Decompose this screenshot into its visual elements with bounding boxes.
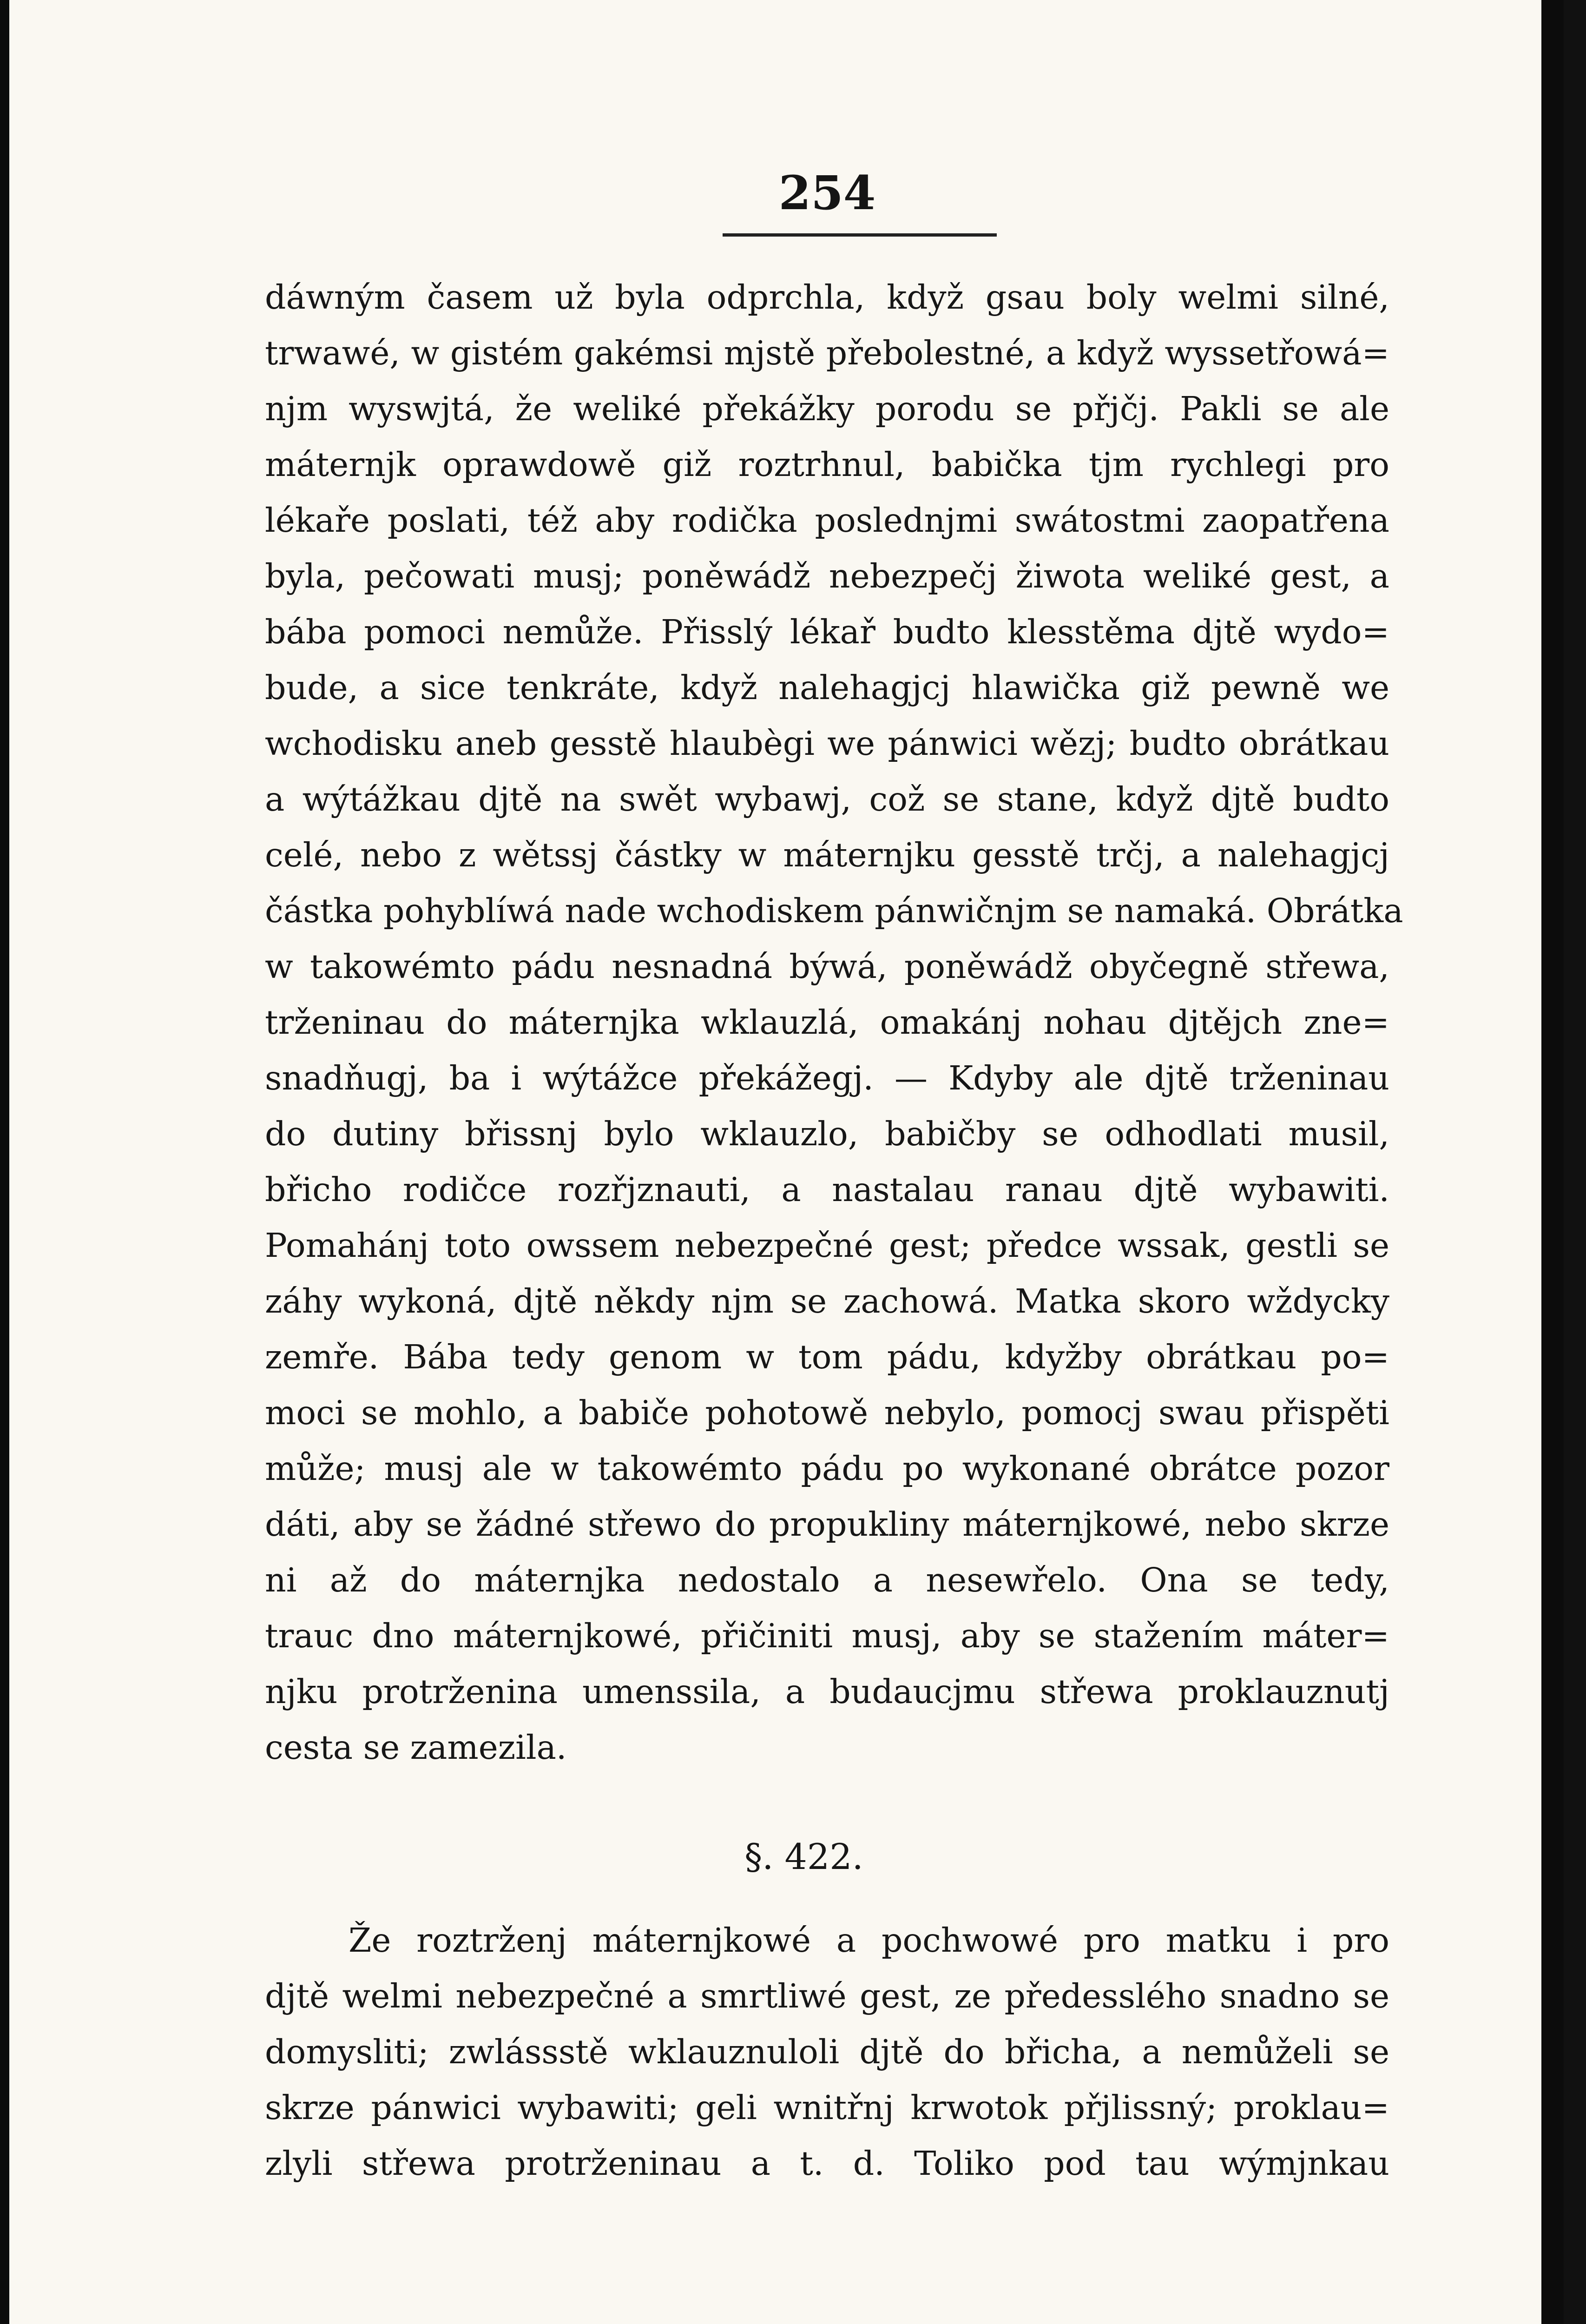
text-line: bude, a sice tenkráte, když nalehagjcj hlawička giž pewně we [265, 668, 1389, 707]
paragraph-1 [265, 270, 1403, 1776]
text-line: byla, pečowati musj; poněwádž nebezpečj žiwota weliké gest, a [265, 557, 1389, 595]
section-heading: §. 422. [744, 1836, 863, 1877]
text-line: trauc dno máternjkowé, přičiniti musj, aby se stažením máter= [265, 1617, 1389, 1655]
book-page [9, 0, 1564, 2324]
text-line: njm wyswjtá, že weliké překážky porodu se přjčj. Pakli se ale [265, 390, 1389, 428]
scan-border-right [1541, 0, 1564, 2324]
text-line: zlyli střewa protrženinau a t. d. Toliko pod tau wýmjnkau [265, 2144, 1389, 2183]
text-line: do dutiny břissnj bylo wklauzlo, babičby se odhodlati musil, [265, 1115, 1389, 1153]
paragraph-2 [265, 1913, 1389, 2192]
text-line: w takowémto pádu nesnadná býwá, poněwádž obyčegně střewa, [265, 947, 1389, 986]
text-line: břicho rodičce rozřjznauti, a nastalau ranau djtě wybawiti. [265, 1170, 1389, 1209]
text-line: snadňugj, ba i wýtážce překážegj. — Kdyby ale djtě trženinau [265, 1059, 1389, 1097]
text-line: Pomahánj toto owssem nebezpečné gest; předce wssak, gestli se [265, 1226, 1389, 1265]
header-rule [723, 233, 997, 237]
text-line: máternjk oprawdowě giž roztrhnul, babička tjm rychlegi pro [265, 445, 1389, 484]
scan-border-left [0, 0, 9, 2324]
text-line: ni až do máternjka nedostalo a nesewřelo. Ona se tedy, [265, 1561, 1389, 1599]
text-line: zemře. Bába tedy genom w tom pádu, kdyžby obrátkau po= [265, 1338, 1389, 1376]
text-line: djtě welmi nebezpečné a smrtliwé gest, ze předesslého snadno se [265, 1977, 1389, 2015]
text-line: může; musj ale w takowémto pádu po wykonané obrátce pozor [265, 1449, 1389, 1488]
text-line: bába pomoci nemůže. Přisslý lékař budto klesstěma djtě wydo= [265, 613, 1389, 651]
text-line: cesta se zamezila. [265, 1728, 567, 1767]
text-line: a wýtážkau djtě na swět wybawj, což se stane, když djtě budto [265, 780, 1389, 819]
text-line: částka pohyblíwá nade wchodiskem pánwičnjm se namaká. Obrátka [265, 891, 1403, 930]
text-line: dáti, aby se žádné střewo do propukliny máternjkowé, nebo skrze [265, 1505, 1389, 1544]
text-line: njku protrženina umenssila, a budaucjmu střewa proklauznutj [265, 1672, 1389, 1711]
text-line: Že roztrženj máternjkowé a pochwowé pro matku i pro [349, 1921, 1389, 1960]
text-line: celé, nebo z wětssj částky w máternjku gesstě trčj, a nalehagjcj [265, 836, 1389, 874]
text-line: domysliti; zwlássstě wklauznuloli djtě do břicha, a nemůželi se [265, 2033, 1389, 2071]
page-number: 254 [778, 165, 876, 220]
text-line: trženinau do máternjka wklauzlá, omakánj nohau djtějch zne= [265, 1003, 1389, 1042]
text-line: záhy wykoná, djtě někdy njm se zachowá. Matka skoro wždycky [265, 1282, 1389, 1320]
text-line: skrze pánwici wybawiti; geli wnitřnj krwotok přjlissný; proklau= [265, 2088, 1389, 2127]
text-line: lékaře poslati, též aby rodička poslednjmi swátostmi zaopatřena [265, 501, 1389, 540]
text-line: moci se mohlo, a babiče pohotowě nebylo, pomocj swau přispěti [265, 1393, 1389, 1432]
text-line: wchodisku aneb gesstě hlaubègi we pánwici wězj; budto obrátkau [265, 724, 1389, 763]
text-line: trwawé, w gistém gakémsi mjstě přebolestné, a když wyssetřowá= [265, 334, 1389, 372]
text-line: dáwným časem už byla odprchla, když gsau boly welmi silné, [265, 278, 1389, 317]
